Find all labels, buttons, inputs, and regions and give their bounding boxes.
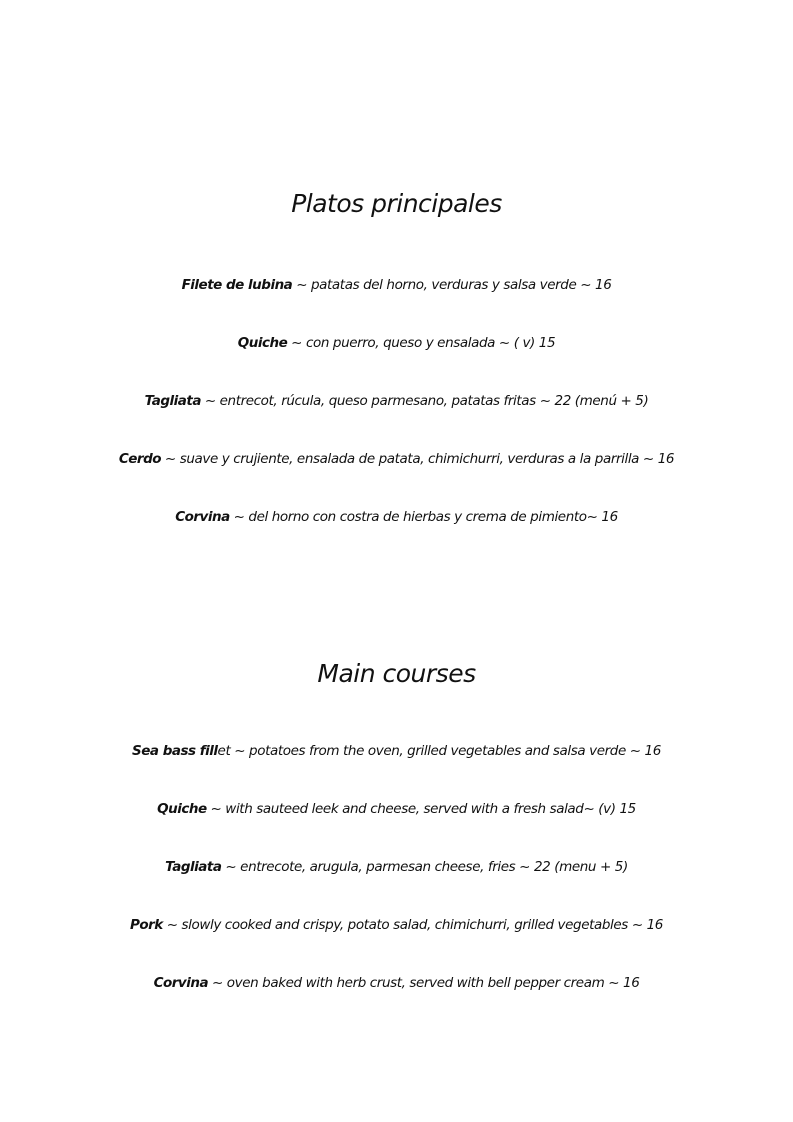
menu-item [0,450,793,508]
dish-name: Filete de lubina [181,277,293,293]
dish-name: Cerdo [118,451,162,467]
menu-item [0,974,793,1032]
dish-description: ~ slowly cooked and crispy, potato salad, chimichurri, grilled vegetables ~ 16 [162,917,663,933]
dish-description: ~ con puerro, queso y ensalada ~ ( v) 15 [287,335,556,351]
section-title-english: Main courses [317,659,476,688]
dish-description: ~ suave y crujiente, ensalada de patata, chimichurri, verduras a la parrilla ~ 16 [161,451,675,467]
dish-name: Tagliata [144,393,201,409]
dish-name: Tagliata [165,859,222,875]
dish-name: Quiche [157,801,207,817]
menu-item [0,508,793,566]
dish-name: Pork [129,917,163,933]
dish-list-english [0,742,793,1032]
spanish-section [0,186,793,566]
dish-description: ~ entrecote, arugula, parmesan cheese, fries ~ 22 (menu + 5) [221,859,628,875]
menu-item [0,392,793,450]
section-title-spanish: Platos principales [291,189,502,218]
menu-item [0,916,793,974]
english-section [0,656,793,1032]
dish-description: et ~ potatoes from the oven, grilled vegetables and salsa verde ~ 16 [217,743,661,759]
dish-description: ~ patatas del horno, verduras y salsa verde ~ 16 [292,277,612,293]
dish-description: ~ del horno con costra de hierbas y crema de pimiento~ 16 [229,509,618,525]
dish-name: Corvina [175,509,230,525]
menu-item [0,800,793,858]
dish-name: Quiche [237,335,288,351]
menu-item [0,742,793,800]
dish-name: Corvina [153,975,209,991]
dish-list-spanish [0,276,793,566]
dish-name: Sea bass fill [132,743,218,759]
dish-description: ~ oven baked with herb crust, served with bell pepper cream ~ 16 [208,975,640,991]
dish-description: ~ with sauteed leek and cheese, served with a fresh salad~ (v) 15 [206,801,636,817]
menu-item [0,276,793,334]
menu-item [0,334,793,392]
dish-description: ~ entrecot, rúcula, queso parmesano, patatas fritas ~ 22 (menú + 5) [200,393,649,409]
menu-item [0,858,793,916]
